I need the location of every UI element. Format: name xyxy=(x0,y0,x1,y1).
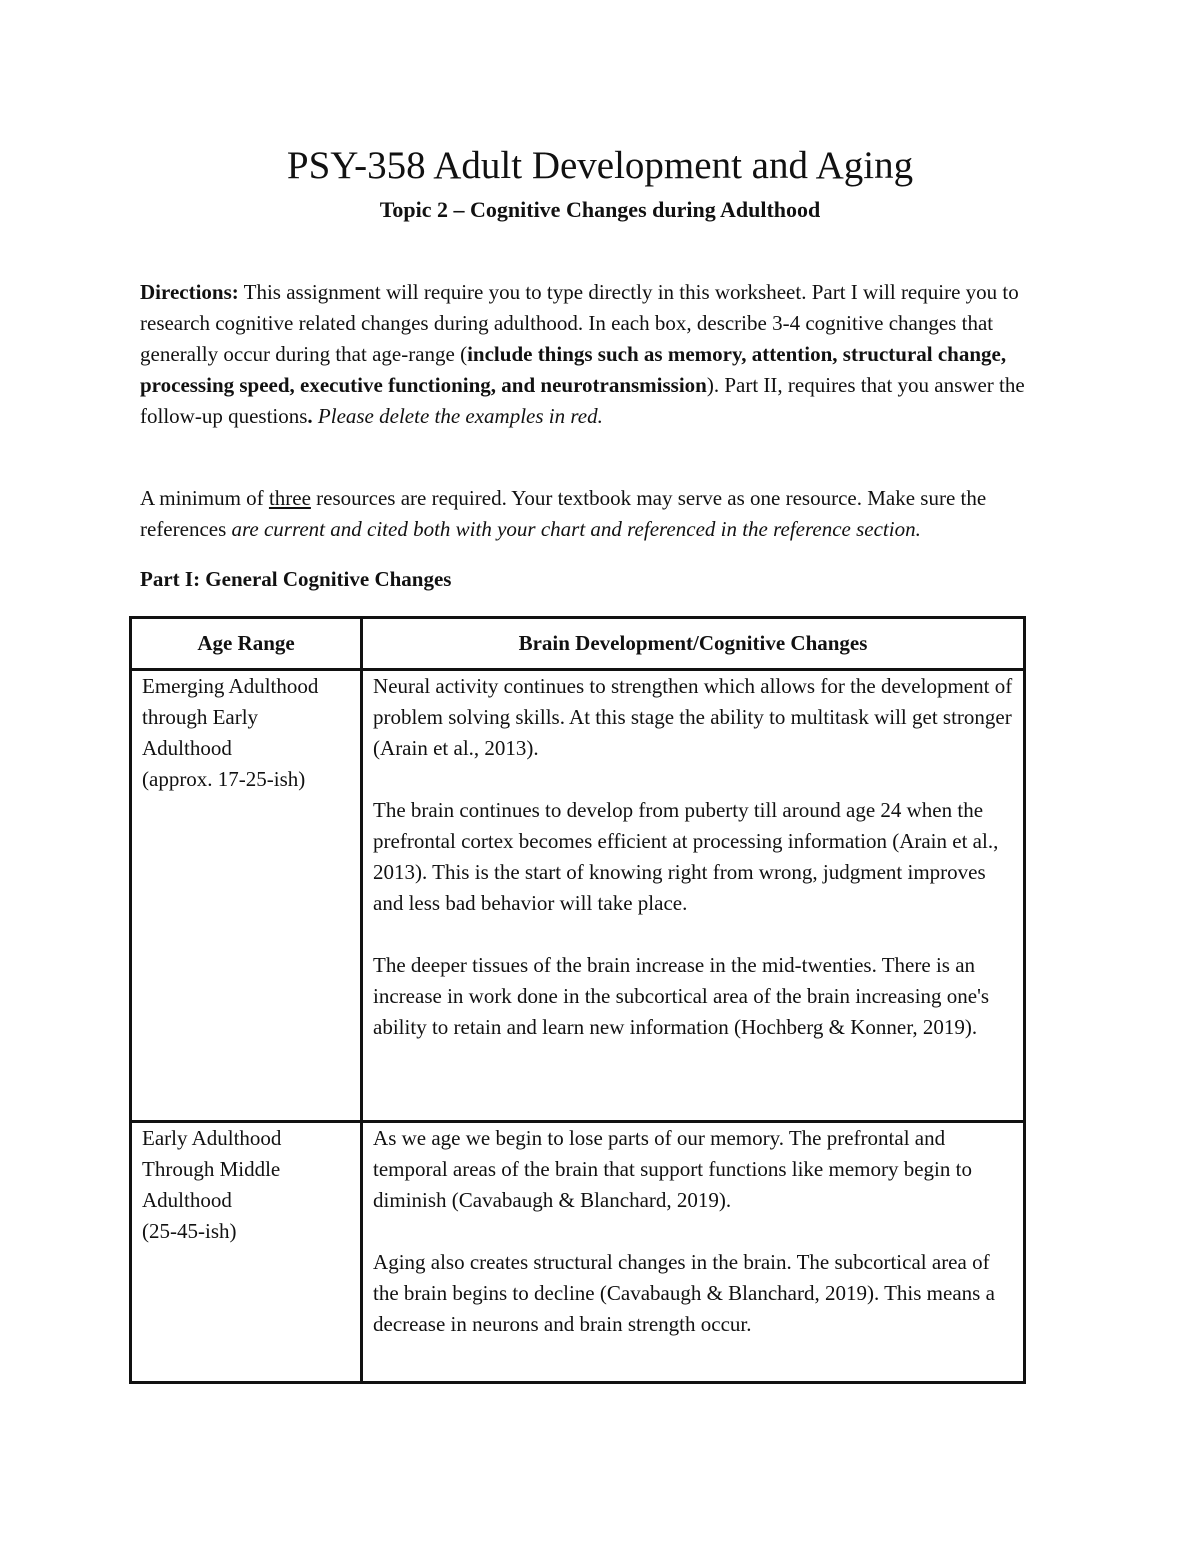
resources-text-2: resources are required. Your textbook may serve as one resource. Make sure the references xyxy=(140,486,987,541)
directions-text-2: ). Part II, requires that you answer the follow-up questions xyxy=(140,373,1025,428)
header-age-range: Age Range xyxy=(131,618,362,670)
directions-paragraph xyxy=(140,277,1065,432)
age-range-years: (25-45-ish) xyxy=(142,1219,237,1243)
age-range-label: Emerging Adulthood through Early Adulthood xyxy=(142,674,319,760)
change-paragraph: The deeper tissues of the brain increase in the mid-twenties. There is an increase in work done in the subcortical area of the brain increasing one's ability to retain and learn new information (Hochberg & Konner, 2019). xyxy=(373,953,990,1039)
table-row xyxy=(131,670,1025,1122)
change-paragraph: Neural activity continues to strengthen which allows for the development of problem solving skills. At this stage the ability to multitask will get stronger (Arain et al., 2013). xyxy=(373,674,1013,760)
resources-italic: are current and cited both with your chart and referenced in the reference section. xyxy=(231,517,921,541)
directions-label: Directions: xyxy=(140,280,239,304)
change-paragraph: The brain continues to develop from puberty till around age 24 when the prefrontal cortex becomes efficient at processing information (Arain et al., 2013). This is the start of knowing right from wrong, judgment improves and less bad behavior will take place. xyxy=(373,798,999,915)
cognitive-changes-cell[interactable] xyxy=(362,670,1025,1122)
change-paragraph: Aging also creates structural changes in the brain. The subcortical area of the brain begins to decline (Cavabaugh & Blanchard, 2019). This means a decrease in neurons and brain strength occur. xyxy=(373,1250,995,1336)
directions-text-1: This assignment will require you to type directly in this worksheet. Part I will require you to research cognitive related changes during adulthood. In each box, describe 3-4 cognitive changes that generally occur during that age-range ( xyxy=(140,280,1019,366)
age-range-cell[interactable] xyxy=(131,1122,362,1383)
directions-italic-note: Please delete the examples in red. xyxy=(312,404,603,428)
document-title: PSY-358 Adult Development and Aging xyxy=(286,144,914,187)
change-paragraph: As we age we begin to lose parts of our memory. The prefrontal and temporal areas of the brain that support functions like memory begin to diminish (Cavabaugh & Blanchard, 2019). xyxy=(373,1126,972,1212)
table-row xyxy=(131,1122,1025,1383)
age-range-label: Early Adulthood Through Middle Adulthood xyxy=(142,1126,282,1212)
resources-text-1: A minimum of xyxy=(140,486,269,510)
directions-bold-period: . xyxy=(307,404,313,428)
resources-underlined: three xyxy=(268,486,311,510)
age-range-cell[interactable] xyxy=(131,670,362,1122)
resources-paragraph xyxy=(140,483,1065,545)
age-range-years: (approx. 17-25-ish) xyxy=(142,767,306,791)
directions-bold-list: include things such as memory, attention, structural change, processing speed, executive functioning, and neurotransmission xyxy=(140,342,1007,397)
table-header-row xyxy=(131,618,1025,670)
document-subtitle: Topic 2 – Cognitive Changes during Adulthood xyxy=(379,197,821,222)
part1-heading: Part I: General Cognitive Changes xyxy=(140,567,452,591)
header-cognitive-changes: Brain Development/Cognitive Changes xyxy=(362,618,1025,670)
cognitive-changes-table xyxy=(129,616,1026,1384)
cognitive-changes-cell[interactable] xyxy=(362,1122,1025,1383)
